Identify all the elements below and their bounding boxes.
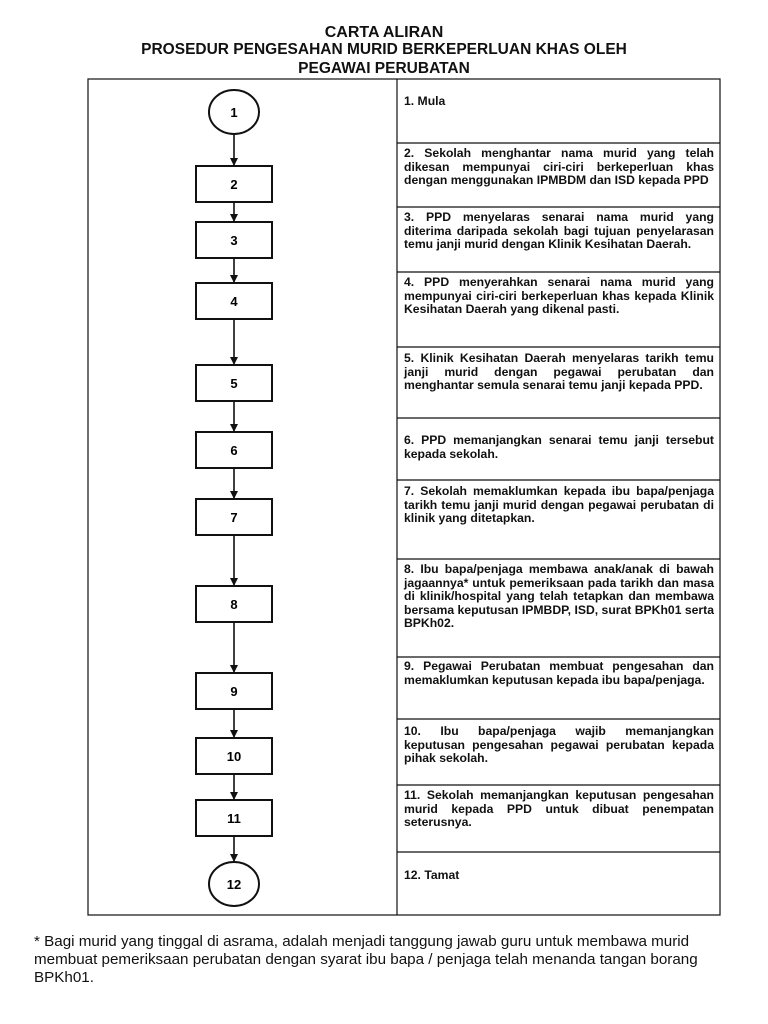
step-text-12: 12. Tamat xyxy=(404,868,460,882)
flow-node-10 xyxy=(196,738,272,774)
flow-node-5 xyxy=(196,365,272,401)
flow-node-label: 7 xyxy=(230,510,238,525)
flow-node-7 xyxy=(196,499,272,535)
step-text-5: 5. Klinik Kesihatan Daerah menyelaras tarikh temu janji murid dengan pegawai perubatan dan menghantar semula senarai temu janji kepada PPD. xyxy=(404,351,714,393)
flow-node-4 xyxy=(196,283,272,319)
step-text-10: 10. Ibu bapa/penjaga wajib memanjangkan keputusan pengesahan pegawai perubatan kepada pihak sekolah. xyxy=(404,724,714,766)
flow-node-label: 2 xyxy=(230,177,238,192)
flow-node-label: 5 xyxy=(230,376,238,391)
chart-subtitle-line1: PROSEDUR PENGESAHAN MURID BERKEPERLUAN KHAS OLEH xyxy=(141,41,627,58)
flow-node-3 xyxy=(196,222,272,258)
flow-node-label: 6 xyxy=(230,443,238,458)
step-text-1: 1. Mula xyxy=(404,94,446,108)
flow-node-1 xyxy=(209,90,259,134)
chart-subtitle-line2: PEGAWAI PERUBATAN xyxy=(298,60,470,77)
step-text-11: 11. Sekolah memanjangkan keputusan pengesahan murid kepada PPD untuk dibuat penempatan seterusnya. xyxy=(404,788,714,830)
flow-node-label: 9 xyxy=(230,684,238,699)
chart-title: CARTA ALIRAN xyxy=(324,24,444,41)
flow-node-label: 3 xyxy=(230,233,238,248)
step-text-7: 7. Sekolah memaklumkan kepada ibu bapa/penjaga tarikh temu janji murid dengan pegawai perubatan di klinik yang ditetapkan. xyxy=(404,484,714,526)
step-text-2: 2. Sekolah menghantar nama murid yang telah dikesan mempunyai ciri-ciri berkeperluan khas dengan menggunakan IPMBDM dan ISD kepada PPD xyxy=(404,146,714,188)
step-text-6: 6. PPD memanjangkan senarai temu janji tersebut kepada sekolah. xyxy=(404,433,714,461)
step-text-3: 3. PPD menyelaras senarai nama murid yang diterima daripada sekolah bagi tujuan penyelarasan temu janji murid dengan Klinik Kesihatan Daerah. xyxy=(404,210,714,252)
step-text-4: 4. PPD menyerahkan senarai nama murid yang mempunyai ciri-ciri berkeperluan khas kepada Klinik Kesihatan Daerah yang dikenal pasti. xyxy=(404,275,714,317)
flow-node-12 xyxy=(209,862,259,906)
flow-node-label: 12 xyxy=(226,877,242,892)
flow-node-9 xyxy=(196,673,272,709)
flow-node-11 xyxy=(196,800,272,836)
step-text-8: 8. Ibu bapa/penjaga membawa anak/anak di bawah jagaannya* untuk pemeriksaan pada tarikh dan masa di klinik/hospital yang telah tetapkan dan membawa bersama keputusan IPMBDP, ISD, surat BPKh01 serta BPKh02. xyxy=(404,562,714,631)
flow-node-2 xyxy=(196,166,272,202)
flow-node-label: 4 xyxy=(230,294,238,309)
flow-node-label: 1 xyxy=(230,105,238,120)
flow-layer xyxy=(196,90,272,906)
flow-node-label: 8 xyxy=(230,597,238,612)
footnote: * Bagi murid yang tinggal di asrama, adalah menjadi tanggung jawab guru untuk membawa murid membuat pemeriksaan perubatan dengan syarat ibu bapa / penjaga telah menanda tangan borang BPKh01. xyxy=(34,933,698,986)
step-text-9: 9. Pegawai Perubatan membuat pengesahan dan memaklumkan keputusan kepada ibu bapa/penjaga. xyxy=(404,659,714,687)
flow-node-6 xyxy=(196,432,272,468)
flow-node-8 xyxy=(196,586,272,622)
flow-node-label: 10 xyxy=(226,749,242,764)
flow-node-label: 11 xyxy=(227,811,241,826)
